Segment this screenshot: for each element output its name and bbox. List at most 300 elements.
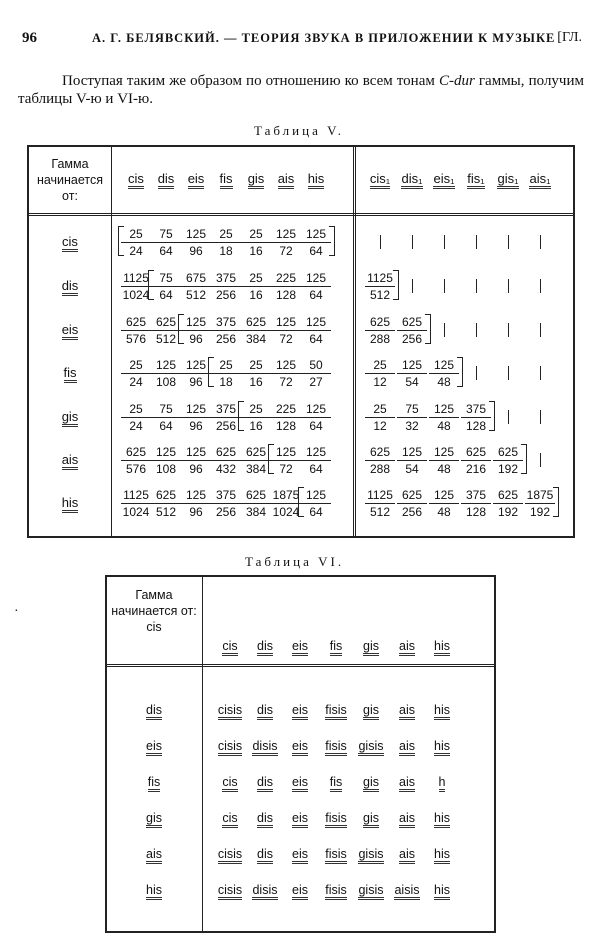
fraction-denominator: 512 [369, 505, 391, 519]
fraction-denominator: 54 [405, 462, 419, 476]
fraction-numerator: 75 [151, 227, 181, 243]
fraction-numerator: 625 [151, 315, 181, 331]
fraction-denominator: 576 [125, 332, 147, 346]
table6-row-label [109, 883, 199, 897]
bracket-open [238, 401, 244, 431]
fraction-denominator: 512 [155, 332, 177, 346]
table6 [105, 575, 496, 933]
table6-cell-text: eis [292, 811, 308, 828]
table5-col-header [397, 171, 427, 186]
table5-row-label [31, 495, 109, 510]
fraction-numerator: 375 [211, 488, 241, 504]
page-number: 96 [22, 30, 37, 46]
table6-cell-text: dis [257, 811, 273, 828]
table6-col-header [316, 639, 356, 653]
table6-cell [316, 847, 356, 861]
table6-col-header [210, 639, 250, 653]
table6-cell-text: gisis [358, 883, 383, 900]
fraction-numerator: 125 [181, 358, 211, 374]
table6-cell [387, 739, 427, 753]
table6-header-rule [107, 664, 494, 667]
table5-col-header-text: cis [128, 171, 144, 189]
table5-col-header [211, 171, 241, 186]
table6-cell [387, 847, 427, 861]
fraction-numerator: 625 [241, 315, 271, 331]
table6-cell-text: eis [292, 703, 308, 720]
fraction-denominator: 64 [309, 332, 323, 346]
fraction-numerator: 625 [151, 488, 181, 504]
table5-fraction [151, 227, 181, 258]
table5-fraction [429, 488, 459, 519]
table5-fraction [211, 358, 241, 389]
table5-col-header [429, 171, 459, 186]
table5-fraction [151, 271, 181, 302]
table5-fraction [301, 315, 331, 346]
table5-fraction [121, 315, 151, 346]
table5-col-header-text: fis [220, 171, 233, 189]
table5-fraction [493, 488, 523, 519]
table6-row-label [109, 811, 199, 825]
intro-text-after: гаммы, получим таблицы V-ю и VI-ю. [18, 73, 584, 107]
table5-fraction [181, 402, 211, 433]
table6-cell [280, 847, 320, 861]
table6-cell [245, 775, 285, 789]
table5-row-label-text: ais [62, 452, 79, 470]
empty-marker [476, 235, 477, 249]
fraction-denominator: 64 [159, 244, 173, 258]
table6-cell-text: eis [292, 775, 308, 792]
fraction-numerator: 25 [211, 227, 241, 243]
fraction-denominator: 384 [245, 462, 267, 476]
empty-marker [508, 279, 509, 293]
table5-row-label [31, 365, 109, 380]
table5-fraction [211, 227, 241, 258]
fraction-denominator: 24 [129, 375, 143, 389]
fraction-numerator: 125 [271, 315, 301, 331]
empty-marker [412, 235, 413, 249]
table5-fraction [121, 488, 151, 519]
fraction-denominator: 48 [437, 419, 451, 433]
table6-cell-text: fis [330, 775, 343, 792]
empty-marker [540, 453, 541, 467]
fraction-denominator: 192 [529, 505, 551, 519]
table5-fraction [271, 358, 301, 389]
table5-fraction [365, 271, 395, 302]
table5-row-label-text: his [62, 495, 79, 513]
fraction-numerator: 1125 [365, 271, 395, 287]
table6-cell [387, 811, 427, 825]
table5-col-header [365, 171, 395, 186]
fraction-denominator: 512 [369, 288, 391, 302]
fraction-numerator: 25 [241, 271, 271, 287]
table6-col-header-text: dis [257, 639, 273, 656]
bracket-open [268, 444, 274, 474]
table5-fraction [211, 488, 241, 519]
table6-cell-text: his [434, 703, 450, 720]
table5-col-header-text: fis₁ [467, 171, 484, 189]
fraction-denominator: 256 [401, 505, 423, 519]
table5-col-header-text: dis [158, 171, 175, 189]
table6-cell [316, 811, 356, 825]
fraction-denominator: 64 [159, 419, 173, 433]
table6-cell-text: gisis [358, 847, 383, 864]
bracket-close [329, 226, 335, 256]
table6-cell-text: ais [399, 847, 415, 864]
table6-cell [210, 775, 250, 789]
fraction-denominator: 512 [155, 505, 177, 519]
table5-fraction [429, 445, 459, 476]
fraction-denominator: 72 [279, 375, 293, 389]
table6-cell [316, 883, 356, 897]
table6-col-header [351, 639, 391, 653]
table5-fraction [271, 488, 301, 519]
fraction-numerator: 125 [429, 488, 459, 504]
table5-fraction [211, 402, 241, 433]
fraction-numerator: 125 [397, 445, 427, 461]
table6-cell [351, 703, 391, 717]
table6-col-header [387, 639, 427, 653]
fraction-numerator: 125 [429, 445, 459, 461]
table6-row-label-text: ais [146, 847, 162, 864]
table5-row-label-text: gis [62, 409, 79, 427]
table5-col-header [525, 171, 555, 186]
fraction-numerator: 25 [121, 227, 151, 243]
fraction-numerator: 25 [211, 358, 241, 374]
table5-row-label-text: eis [62, 322, 79, 340]
bracket-close [521, 444, 527, 474]
table6-cell-text: cisis [218, 739, 242, 756]
table5-fraction [365, 445, 395, 476]
table5-fraction [301, 271, 331, 302]
empty-marker [476, 279, 477, 293]
fraction-numerator: 125 [397, 358, 427, 374]
table6-cell-text: his [434, 883, 450, 900]
table6-row-header-label [109, 587, 199, 635]
table5-row-label-text: cis [62, 234, 78, 252]
table6-cell-text: eis [292, 883, 308, 900]
table5-fraction [151, 315, 181, 346]
table5-fraction [365, 488, 395, 519]
table6-row-label-text: gis [146, 811, 162, 828]
fraction-denominator: 256 [215, 332, 237, 346]
empty-marker [444, 235, 445, 249]
table5-fraction [151, 445, 181, 476]
bracket-open [148, 270, 154, 300]
fraction-numerator: 125 [151, 445, 181, 461]
table5-fraction [271, 271, 301, 302]
table6-cell [351, 847, 391, 861]
fraction-numerator: 625 [241, 488, 271, 504]
fraction-denominator: 288 [369, 332, 391, 346]
fraction-denominator: 128 [465, 505, 487, 519]
table5-fraction [121, 358, 151, 389]
table6-cell-text: gis [363, 703, 379, 720]
table5-fraction [461, 445, 491, 476]
empty-marker [540, 235, 541, 249]
running-header [22, 30, 582, 50]
table5-header-rule [29, 213, 573, 216]
table6-cell-text: his [434, 739, 450, 756]
table6-cell-text: his [434, 811, 450, 828]
fraction-denominator: 96 [189, 419, 203, 433]
fraction-numerator: 625 [365, 315, 395, 331]
table5-fraction [241, 358, 271, 389]
fraction-denominator: 72 [279, 462, 293, 476]
table6-cell [422, 883, 462, 897]
table5-fraction [365, 402, 395, 433]
fraction-numerator: 125 [271, 445, 301, 461]
table5-fraction [397, 488, 427, 519]
table5-fraction [121, 445, 151, 476]
table6-caption: Таблица VI. [245, 554, 345, 569]
fraction-numerator: 375 [211, 315, 241, 331]
table6-cell [245, 847, 285, 861]
bracket-close [489, 401, 495, 431]
empty-marker [412, 279, 413, 293]
table6-cell [280, 739, 320, 753]
fraction-denominator: 64 [309, 505, 323, 519]
empty-marker [444, 279, 445, 293]
table5-fraction [461, 488, 491, 519]
fraction-denominator: 16 [249, 244, 263, 258]
fraction-numerator: 125 [301, 488, 331, 504]
table6-cell [422, 703, 462, 717]
table6-cell-text: ais [399, 703, 415, 720]
table6-cell-text: ais [399, 739, 415, 756]
fraction-denominator: 576 [125, 462, 147, 476]
table6-cell [387, 703, 427, 717]
table6-cell-text: ais [399, 775, 415, 792]
fraction-numerator: 225 [271, 271, 301, 287]
table5-fraction [241, 488, 271, 519]
fraction-denominator: 48 [437, 462, 451, 476]
table6-col-header [245, 639, 285, 653]
table6-col-header-text: ais [399, 639, 415, 656]
table5-fraction [271, 445, 301, 476]
table5-col-header [241, 171, 271, 186]
table5-fraction [429, 358, 459, 389]
fraction-numerator: 125 [151, 358, 181, 374]
table5-fraction [181, 271, 211, 302]
fraction-numerator: 375 [211, 271, 241, 287]
fraction-denominator: 12 [373, 375, 387, 389]
fraction-numerator: 125 [301, 315, 331, 331]
table5-fraction [151, 488, 181, 519]
table5-col-header [151, 171, 181, 186]
table6-cell [245, 739, 285, 753]
table5-fraction [461, 402, 491, 433]
table5-row-label [31, 409, 109, 424]
fraction-numerator: 625 [493, 488, 523, 504]
fraction-numerator: 625 [365, 445, 395, 461]
table5-fraction [181, 445, 211, 476]
table5-fraction [241, 271, 271, 302]
empty-marker [508, 410, 509, 424]
empty-marker [540, 323, 541, 337]
empty-marker [476, 366, 477, 380]
fraction-denominator: 384 [245, 505, 267, 519]
fraction-denominator: 256 [401, 332, 423, 346]
fraction-numerator: 675 [181, 271, 211, 287]
fraction-denominator: 256 [215, 288, 237, 302]
table5-fraction [397, 445, 427, 476]
fraction-denominator: 128 [275, 288, 297, 302]
fraction-numerator: 625 [211, 445, 241, 461]
table6-cell-text: fisis [325, 847, 347, 864]
intro-paragraph [18, 72, 584, 108]
table5-row-label [31, 452, 109, 467]
fraction-denominator: 24 [129, 419, 143, 433]
table5-col-header-text: eis₁ [433, 171, 454, 189]
table5-col-header [121, 171, 151, 186]
table5-fraction [397, 402, 427, 433]
table6-cell [351, 883, 391, 897]
table6-cell [387, 883, 427, 897]
table5-fraction [301, 227, 331, 258]
table5-col-header [461, 171, 491, 186]
table5-col-header-text: ais₁ [529, 171, 550, 189]
fraction-denominator: 16 [249, 288, 263, 302]
table5-fraction [211, 271, 241, 302]
table6-col-header [422, 639, 462, 653]
table5-col-header [181, 171, 211, 186]
table6-col-header-text: gis [363, 639, 379, 656]
fraction-denominator: 1024 [122, 288, 150, 302]
fraction-denominator: 54 [405, 375, 419, 389]
fraction-numerator: 625 [121, 315, 151, 331]
fraction-numerator: 125 [429, 358, 459, 374]
fraction-denominator: 216 [465, 462, 487, 476]
bracket-open [118, 226, 124, 256]
empty-marker [380, 235, 381, 249]
bracket-open [208, 357, 214, 387]
fraction-denominator: 64 [309, 419, 323, 433]
table5 [27, 145, 575, 538]
fraction-denominator: 96 [189, 505, 203, 519]
fraction-denominator: 1024 [272, 505, 300, 519]
fraction-numerator: 25 [121, 358, 151, 374]
fraction-denominator: 256 [215, 505, 237, 519]
table6-cell-text: cis [222, 775, 237, 792]
fraction-numerator: 1125 [365, 488, 395, 504]
table6-cell [316, 739, 356, 753]
bracket-open [178, 314, 184, 344]
table5-row-label-text: fis [64, 365, 77, 383]
table5-row-label [31, 322, 109, 337]
table5-fraction [211, 315, 241, 346]
bracket-close [457, 357, 463, 387]
stray-mark: · [14, 604, 19, 619]
table6-cell [280, 703, 320, 717]
table6-cell [316, 775, 356, 789]
fraction-numerator: 25 [241, 358, 271, 374]
fraction-numerator: 125 [301, 402, 331, 418]
table5-col-header-text: cis₁ [370, 171, 390, 189]
fraction-numerator: 50 [301, 358, 331, 374]
empty-marker [476, 323, 477, 337]
table6-cell [422, 739, 462, 753]
table5-fraction [121, 271, 151, 302]
table6-row-label [109, 703, 199, 717]
table5-col-header [493, 171, 523, 186]
fraction-denominator: 108 [155, 375, 177, 389]
table6-cell-text: h [439, 775, 446, 792]
table6-header-first: cis [146, 620, 162, 634]
table5-fraction [151, 358, 181, 389]
table6-row-label [109, 847, 199, 861]
table5-fraction [397, 315, 427, 346]
intro-key: C-dur [438, 73, 475, 89]
table5-fraction [241, 315, 271, 346]
table6-cell [422, 775, 462, 789]
fraction-numerator: 225 [271, 402, 301, 418]
table5-caption: Таблица V. [254, 123, 345, 138]
fraction-numerator: 125 [301, 271, 331, 287]
table6-cell [351, 775, 391, 789]
fraction-numerator: 625 [241, 445, 271, 461]
fraction-denominator: 64 [309, 244, 323, 258]
bracket-close [425, 314, 431, 344]
fraction-denominator: 16 [249, 375, 263, 389]
fraction-numerator: 625 [397, 488, 427, 504]
table5-col-header-text: ais [278, 171, 295, 189]
table6-cell [351, 739, 391, 753]
table5-row-label-text: dis [62, 278, 79, 296]
fraction-numerator: 25 [365, 358, 395, 374]
table6-cell-text: gisis [358, 739, 383, 756]
table6-row-label [109, 775, 199, 789]
table5-row-label [31, 234, 109, 249]
table6-separator [202, 577, 203, 931]
fraction-numerator: 375 [461, 488, 491, 504]
fraction-numerator: 75 [397, 402, 427, 418]
fraction-numerator: 75 [151, 271, 181, 287]
table6-cell-text: aisis [394, 883, 419, 900]
fraction-denominator: 512 [185, 288, 207, 302]
fraction-denominator: 18 [219, 244, 233, 258]
table6-cell [280, 811, 320, 825]
table6-cell-text: his [434, 847, 450, 864]
table5-col-header-text: eis [188, 171, 205, 189]
table5-row-header-label: Гамма начинается от: [36, 157, 104, 203]
empty-marker [540, 366, 541, 380]
table5-fraction [301, 488, 331, 519]
table5-fraction [181, 488, 211, 519]
table5-fraction [181, 227, 211, 258]
empty-marker [540, 279, 541, 293]
table5-fraction [271, 227, 301, 258]
table6-cell-text: gis [363, 811, 379, 828]
table6-cell [210, 847, 250, 861]
table6-cell [422, 811, 462, 825]
empty-marker [444, 323, 445, 337]
table6-cell-text: disis [252, 739, 277, 756]
table6-cell-text: eis [292, 847, 308, 864]
fraction-numerator: 125 [181, 402, 211, 418]
fraction-numerator: 125 [271, 227, 301, 243]
table6-cell-text: cisis [218, 847, 242, 864]
table5-fraction [121, 227, 151, 258]
fraction-denominator: 96 [189, 375, 203, 389]
fraction-denominator: 432 [215, 462, 237, 476]
fraction-denominator: 64 [309, 462, 323, 476]
table6-cell [210, 811, 250, 825]
table6-cell-text: fisis [325, 739, 347, 756]
table6-cell [245, 703, 285, 717]
table6-col-header-text: his [434, 639, 450, 656]
table6-cell-text: fisis [325, 811, 347, 828]
table6-row-label-text: his [146, 883, 162, 900]
